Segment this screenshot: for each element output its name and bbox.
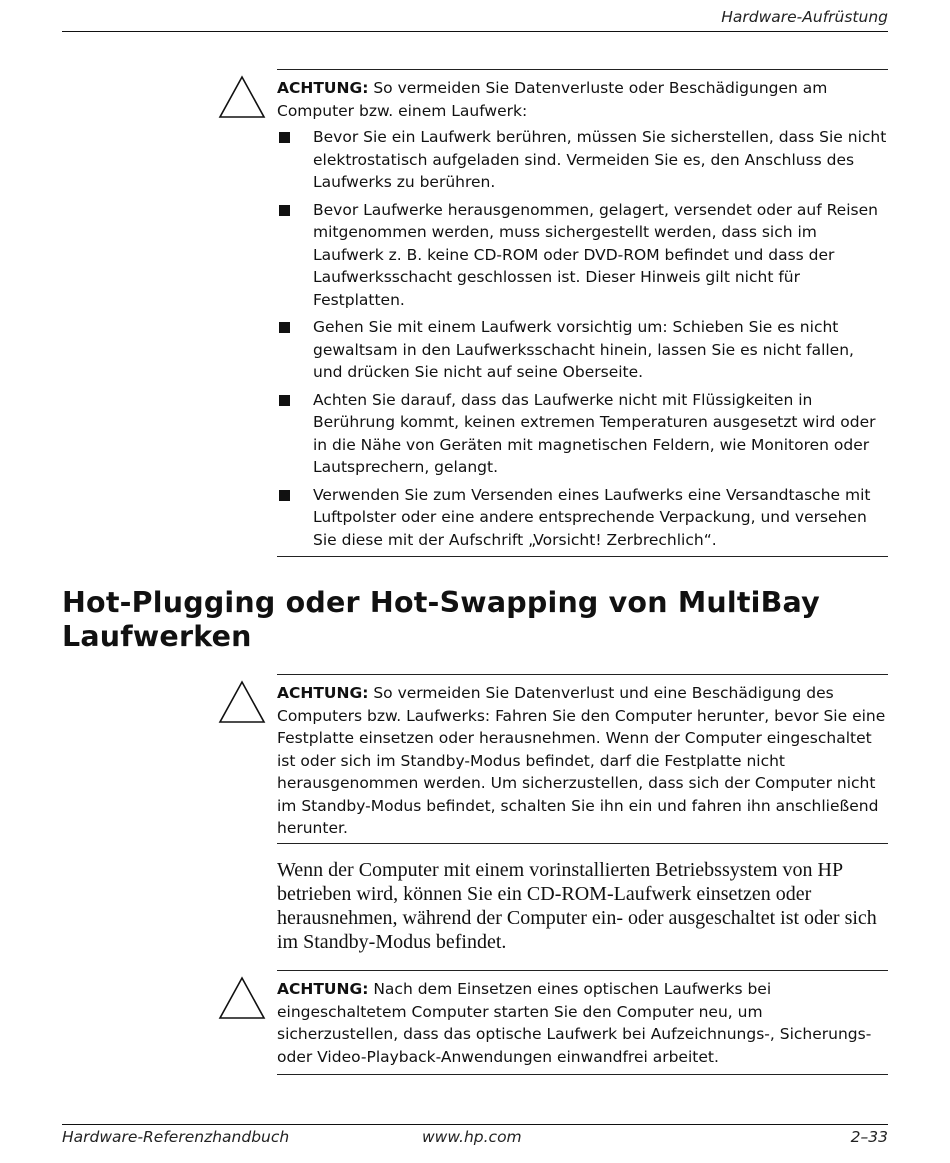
caution-text: So vermeiden Sie Datenverlust und eine Beschädigung des Computers bzw. Laufwerks: Fahren Sie den Computer herunter, bevor Sie eine Festplatte einsetzen oder herausnehmen. Wenn der Computer eingeschaltet ist oder sich im Standby-Modus befindet, darf die Festplatte nicht herausgenommen werden. Um sicherzustellen, dass sich der Computer nicht im Standby-Modus befindet, schalten Sie ihn ein und fahren ihn anschließend herunter. <box>277 684 886 837</box>
footer-page-number: 2–33 <box>850 1128 888 1146</box>
bullet-square-icon <box>279 395 290 406</box>
footer-url: www.hp.com <box>422 1128 522 1146</box>
bullet-square-icon <box>279 490 290 501</box>
caution-bottom-rule <box>277 1074 888 1075</box>
bullet-square-icon <box>279 205 290 216</box>
caution-bottom-rule <box>277 556 888 557</box>
caution-triangle-icon <box>218 976 266 1020</box>
section-heading: Hot-Plugging oder Hot-Swapping von MultiBay Laufwerken <box>62 586 820 653</box>
footer-rule <box>62 1124 888 1125</box>
bullet-item: Achten Sie darauf, dass das Laufwerke nicht mit Flüssigkeiten in Berührung kommt, keinen extremen Temperaturen ausgesetzt wird oder in die Nähe von Geräten mit magnetischen Feldern, wie Monitoren oder Lautsprechern, gelangt. <box>277 389 888 479</box>
caution-label: ACHTUNG: <box>277 79 369 97</box>
body-paragraph: Wenn der Computer mit einem vorinstallierten Betriebssystem von HP betrieben wird, können Sie ein CD-ROM-Laufwerk einsetzen oder herausnehmen, während der Computer ein- oder ausgeschaltet ist oder sich im Standby-Modus befindet. <box>277 859 877 953</box>
bullet-item: Verwenden Sie zum Versenden eines Laufwerks eine Versandtasche mit Luftpolster oder eine andere entsprechende Verpackung, und versehen Sie diese mit der Aufschrift „Vorsicht! Zerbrechlich“. <box>277 484 888 552</box>
running-header: Hardware-Aufrüstung <box>721 8 888 26</box>
caution-box-1 <box>218 69 888 556</box>
caution-text: So vermeiden Sie Datenverluste oder Beschädigungen am Computer bzw. einem Laufwerk: <box>277 79 828 120</box>
caution-triangle-icon <box>218 680 266 724</box>
caution-bottom-rule <box>277 843 888 844</box>
bullet-item: Bevor Laufwerke herausgenommen, gelagert, versendet oder auf Reisen mitgenommen werden, muss sichergestellt werden, dass sich im Laufwerk z. B. keine CD-ROM oder DVD-ROM befindet und dass der Laufwerksschacht geschlossen ist. Dieser Hinweis gilt nicht für Festplatten. <box>277 199 888 312</box>
caution-bullet-list <box>277 126 888 551</box>
bullet-item: Gehen Sie mit einem Laufwerk vorsichtig um: Schieben Sie es nicht gewaltsam in den Laufwerksschacht hinein, lassen Sie es nicht fallen, und drücken Sie nicht auf seine Oberseite. <box>277 316 888 384</box>
caution-box-2 <box>218 674 888 840</box>
caution-label: ACHTUNG: <box>277 980 369 998</box>
caution-label: ACHTUNG: <box>277 684 369 702</box>
caution-top-rule <box>277 970 888 971</box>
caution-top-rule <box>277 69 888 70</box>
caution-triangle-icon <box>218 75 266 119</box>
header-rule <box>62 31 888 32</box>
bullet-item: Bevor Sie ein Laufwerk berühren, müssen Sie sicherstellen, dass Sie nicht elektrostatisch aufgeladen sind. Vermeiden Sie es, den Anschluss des Laufwerks zu berühren. <box>277 126 888 194</box>
caution-text: Nach dem Einsetzen eines optischen Laufwerks bei eingeschaltetem Computer starten Sie den Computer neu, um sicherzustellen, dass das optische Laufwerk bei Aufzeichnungs-, Sicherungs- oder Video-Playback-Anwendungen einwandfrei arbeitet. <box>277 980 872 1066</box>
footer-book-title: Hardware-Referenzhandbuch <box>62 1128 290 1146</box>
caution-top-rule <box>277 674 888 675</box>
page-footer <box>62 1128 888 1150</box>
caution-box-3 <box>218 970 888 1068</box>
bullet-square-icon <box>279 132 290 143</box>
bullet-square-icon <box>279 322 290 333</box>
